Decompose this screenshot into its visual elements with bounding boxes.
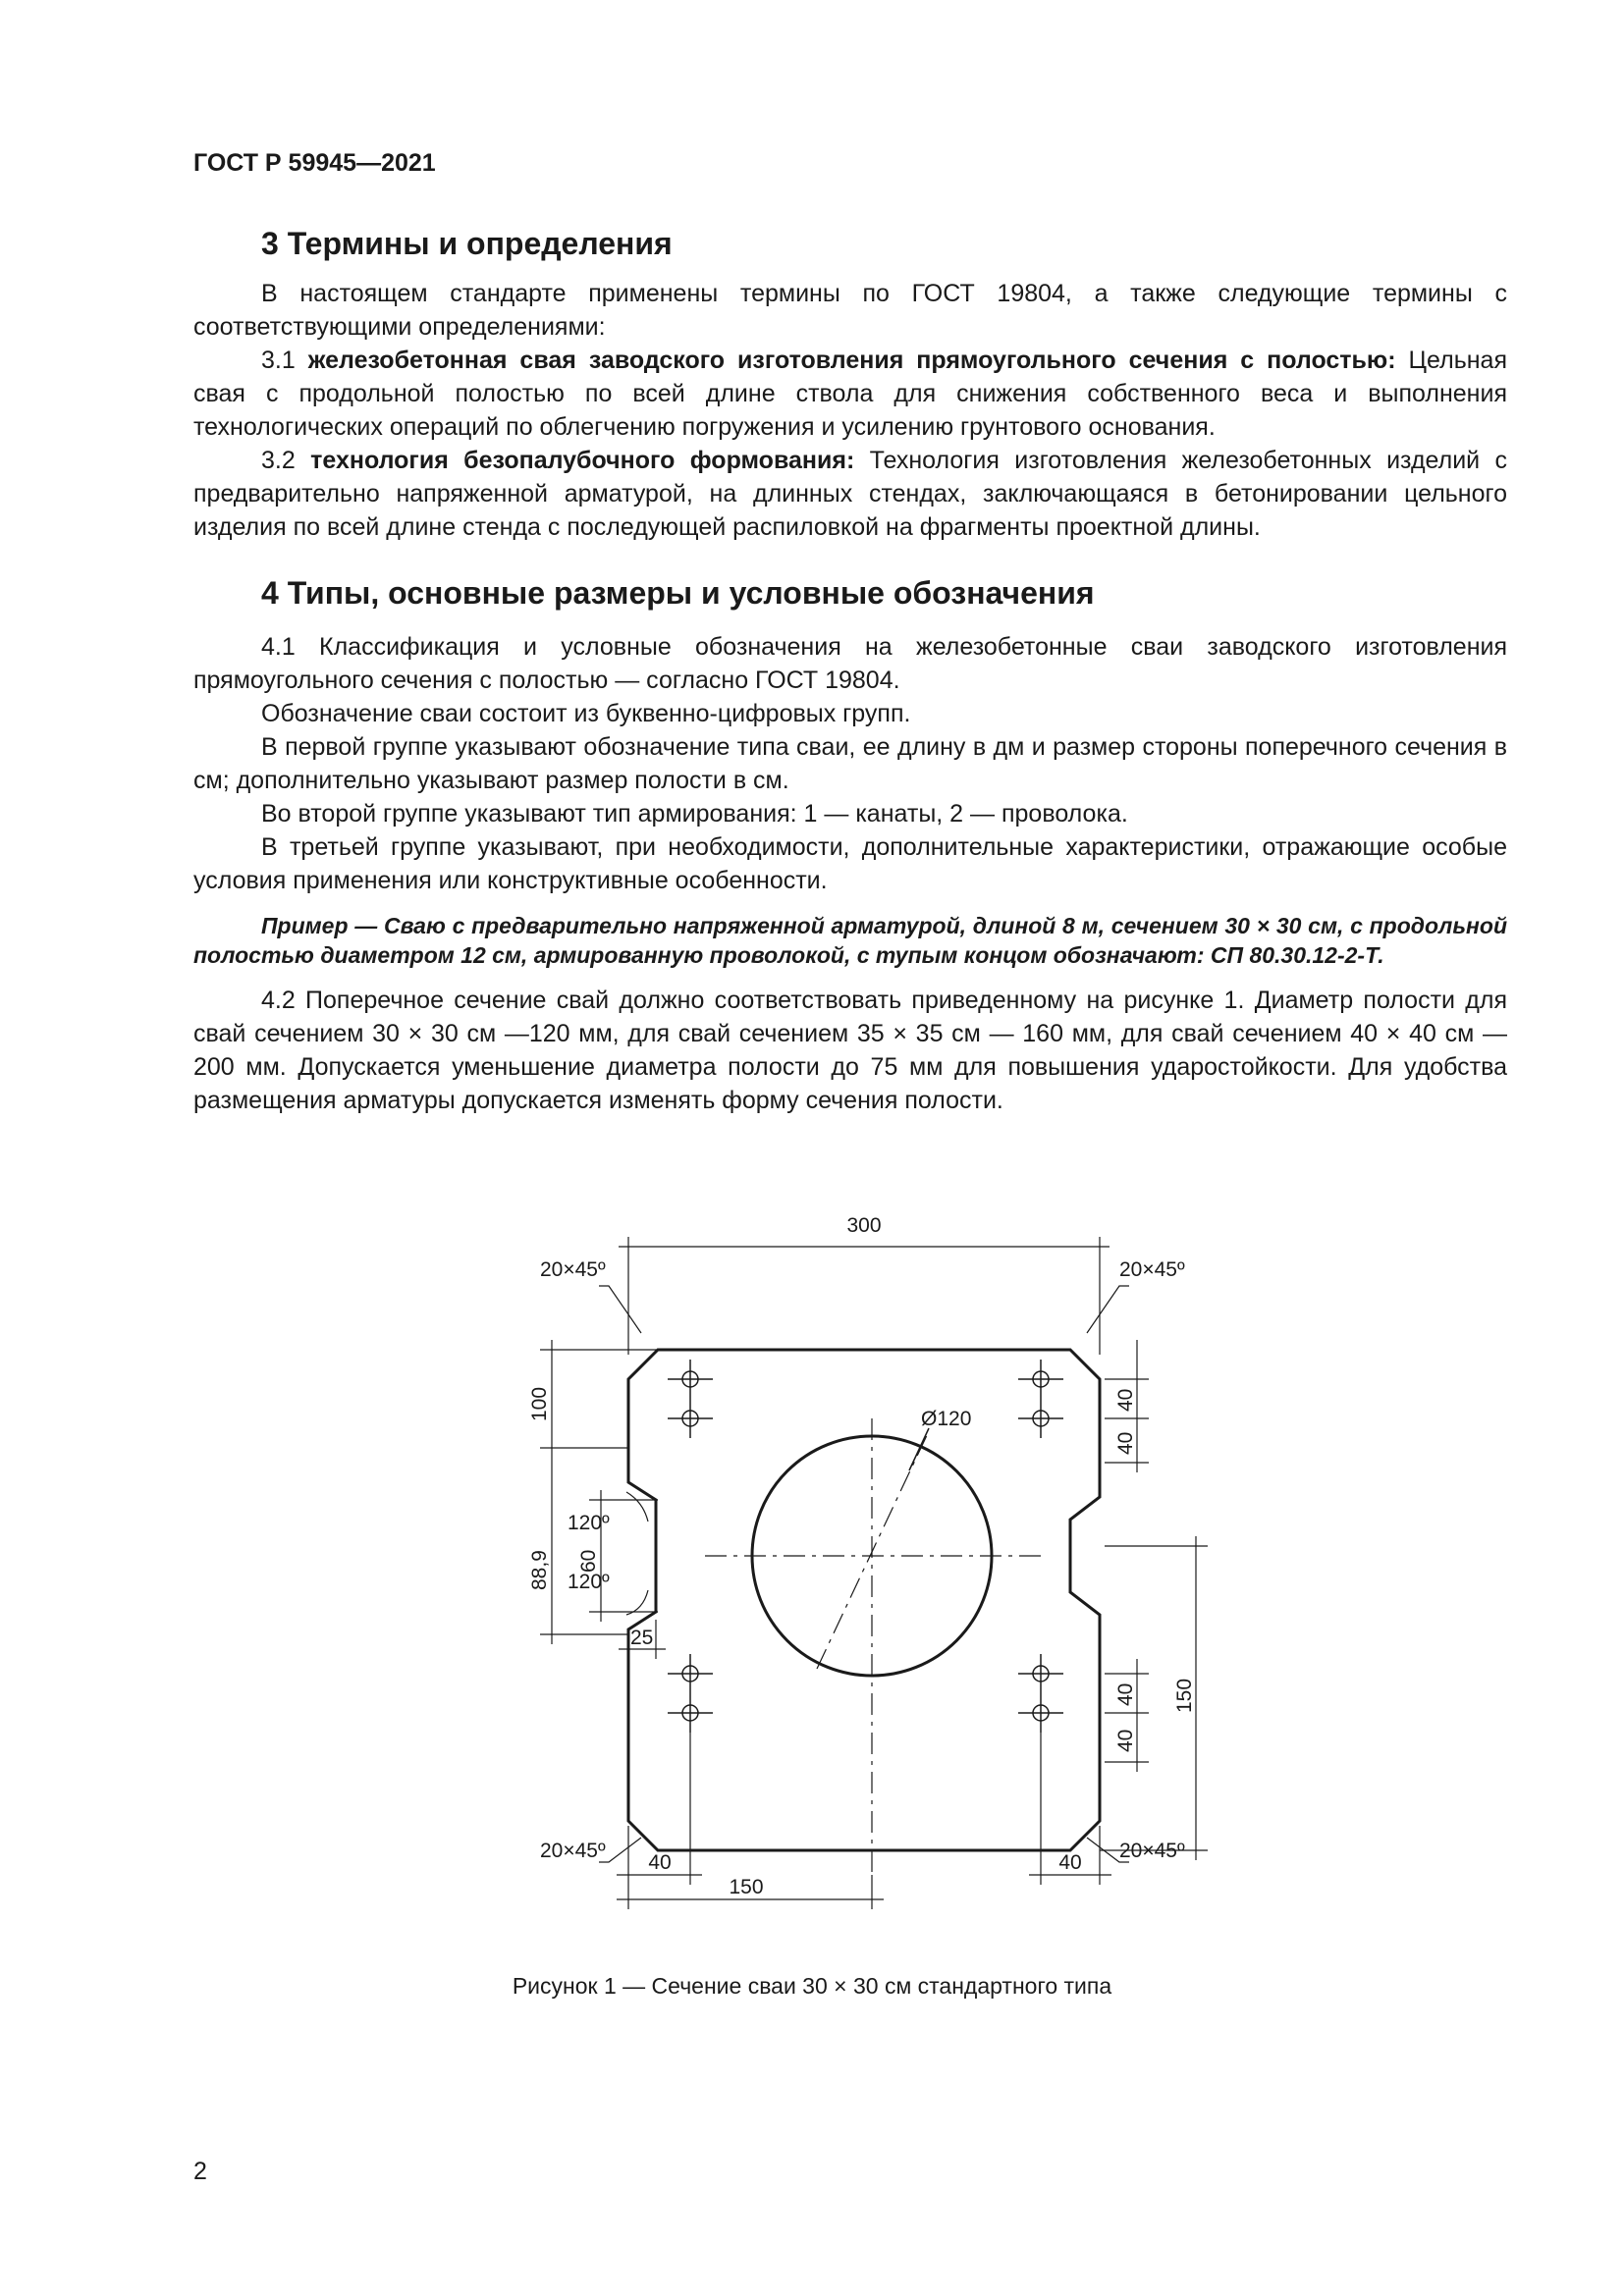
- dim-40-bottom-right: 40: [1058, 1851, 1082, 1874]
- term-3-1-name: железобетонная свая заводского изготовления прямоугольного сечения с полостью:: [307, 347, 1396, 374]
- angle-bottom: 120º: [568, 1571, 610, 1593]
- dim-60: 60: [577, 1549, 600, 1573]
- term-3-1: [193, 344, 1507, 444]
- wire: [668, 1399, 713, 1438]
- center-lines: [705, 1418, 1041, 1875]
- section-4-title: 4 Типы, основные размеры и условные обозначения: [261, 575, 1095, 611]
- dim-100: 100: [528, 1386, 551, 1421]
- term-3-2-number: 3.2: [261, 447, 311, 474]
- para-second-group: Во второй группе указывают тип армирования: 1 — канаты, 2 — проволока.: [261, 800, 1128, 828]
- para-4-2: 4.2 Поперечное сечение свай должно соответствовать приведенному на рисунке 1. Диаметр полости для свай сечением 30 × 30 см —120 мм, для свай сечением 35 × 35 см — 160 мм, для свай сечением 40 × 40 см — 200 мм. Допускается уменьшение диаметра полости до 75 мм для повышения ударостойкости. Для удобства размещения арматуры допускается изменять форму сечения полости.: [193, 987, 1507, 1114]
- para-third-group: В третьей группе указывают, при необходимости, дополнительные характеристики, отражающие особые условия применения или конструктивные особенности.: [193, 833, 1507, 894]
- angle-top: 120º: [568, 1512, 610, 1534]
- chamfer-bottom-left: 20×45º: [540, 1840, 606, 1862]
- chamfer-top-right: 20×45º: [1119, 1258, 1185, 1281]
- chamfer-top-left: 20×45º: [540, 1258, 606, 1281]
- dimension-lines: [540, 1237, 1208, 1909]
- wire: [668, 1693, 713, 1733]
- wire: [1018, 1654, 1063, 1693]
- term-3-1-number: 3.1: [261, 347, 308, 374]
- dim-40-right-3: 40: [1114, 1682, 1137, 1706]
- pile-section-outline: [628, 1350, 1100, 1850]
- dim-25: 25: [630, 1627, 654, 1649]
- wire: [668, 1360, 713, 1399]
- para-first-group: В первой группе указывают обозначение типа сваи, ее длину в дм и размер стороны поперечного сечения в см; дополнительно указывают размер полости в см.: [193, 733, 1507, 794]
- page-number: 2: [193, 2158, 207, 2185]
- term-3-1-definition: Цельная свая с продольной полостью по всей длине ствола для снижения собственного веса и выполнения технологических операций по облегчению погружения и усилению грунтового основания.: [193, 347, 1507, 441]
- wire: [1018, 1693, 1063, 1733]
- dim-40-right-4: 40: [1114, 1729, 1137, 1752]
- dim-150-right: 150: [1173, 1678, 1196, 1713]
- dim-40-right-2: 40: [1114, 1431, 1137, 1455]
- figure-caption: Рисунок 1 — Сечение сваи 30 × 30 см стандартного типа: [512, 1973, 1112, 1999]
- example-note: Пример — Сваю с предварительно напряженной арматурой, длиной 8 м, сечением 30 × 30 см, с продольной полостью диаметром 12 см, армированную проволокой, с тупым концом обозначают: СП 80.30.12-2-Т.: [193, 913, 1507, 968]
- diameter-label: Ø120: [921, 1408, 972, 1430]
- chamfer-bottom-right: 20×45º: [1119, 1840, 1185, 1862]
- document-id: ГОСТ Р 59945—2021: [193, 149, 436, 177]
- term-3-2-name: технология безопалубочного формования:: [310, 447, 855, 474]
- term-3-2: [193, 444, 1507, 544]
- figure-1-pile-section: [461, 1198, 1247, 1914]
- wire: [1018, 1360, 1063, 1399]
- section-3-intro: В настоящем стандарте применены термины по ГОСТ 19804, а также следующие термины с соответствующими определениями:: [193, 280, 1507, 341]
- section-3-title: 3 Термины и определения: [261, 226, 673, 261]
- dim-150-bottom: 150: [729, 1876, 764, 1898]
- dim-40-bottom-left: 40: [648, 1851, 672, 1874]
- para-designation: Обозначение сваи состоит из буквенно-цифровых групп.: [261, 700, 911, 727]
- page-content: [193, 216, 1507, 1117]
- dim-88-9: 88,9: [528, 1550, 551, 1590]
- wire: [1018, 1399, 1063, 1438]
- term-3-2-definition: Технология изготовления железобетонных изделий с предварительно напряженной арматурой, на длинных стендах, заключающаяся в бетонировании цельного изделия по всей длине стенда с последующей распиловкой на фрагменты проектной длины.: [193, 447, 1508, 541]
- dim-width-300: 300: [846, 1214, 882, 1237]
- wire: [668, 1654, 713, 1693]
- dim-40-right-1: 40: [1114, 1388, 1137, 1412]
- para-4-1: 4.1 Классификация и условные обозначения на железобетонные сваи заводского изготовления прямоугольного сечения с полостью — согласно ГОСТ 19804.: [193, 633, 1507, 694]
